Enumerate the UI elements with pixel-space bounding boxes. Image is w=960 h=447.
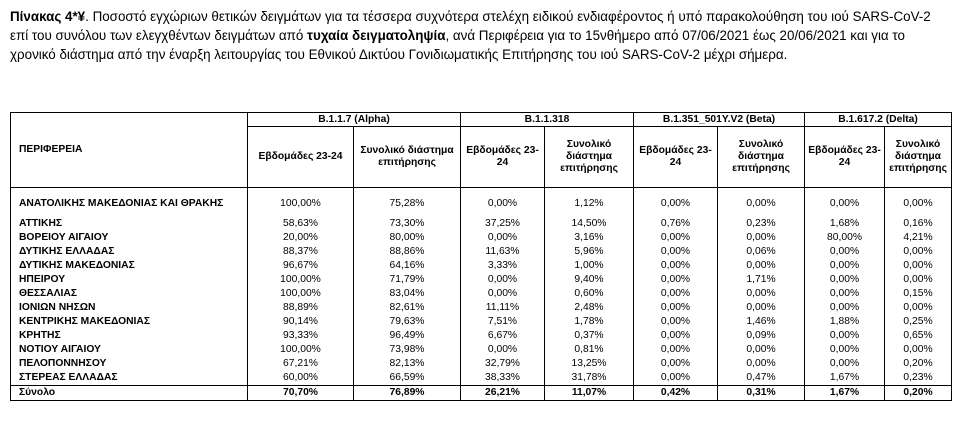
value-cell: 0,60% bbox=[545, 287, 634, 301]
value-cell: 0,00% bbox=[885, 273, 952, 287]
group-header-beta: B.1.351_501Y.V2 (Beta) bbox=[634, 113, 805, 127]
value-cell: 100,00% bbox=[248, 273, 354, 287]
value-cell: 0,00% bbox=[718, 301, 805, 315]
total-value-cell: 1,67% bbox=[805, 386, 885, 401]
value-cell: 1,68% bbox=[805, 217, 885, 231]
value-cell: 0,00% bbox=[461, 343, 545, 357]
value-cell: 82,61% bbox=[354, 301, 461, 315]
value-cell: 60,00% bbox=[248, 371, 354, 386]
value-cell: 58,63% bbox=[248, 217, 354, 231]
region-cell: ΙΟΝΙΩΝ ΝΗΣΩΝ bbox=[11, 301, 248, 315]
value-cell: 0,00% bbox=[634, 287, 718, 301]
value-cell: 0,00% bbox=[461, 287, 545, 301]
region-cell: ΝΟΤΙΟΥ ΑΙΓΑΙΟΥ bbox=[11, 343, 248, 357]
sub-header: Εβδομάδες 23-24 bbox=[248, 127, 354, 188]
table-row bbox=[11, 231, 952, 245]
sub-header: Συνολικό διάστημα επιτήρησης bbox=[718, 127, 805, 188]
group-header-alpha: B.1.1.7 (Alpha) bbox=[248, 113, 461, 127]
value-cell: 0,00% bbox=[634, 231, 718, 245]
value-cell: 0,00% bbox=[885, 301, 952, 315]
value-cell: 1,46% bbox=[718, 315, 805, 329]
value-cell: 0,20% bbox=[885, 357, 952, 371]
value-cell: 1,88% bbox=[805, 315, 885, 329]
value-cell: 3,33% bbox=[461, 259, 545, 273]
value-cell: 100,00% bbox=[248, 188, 354, 218]
value-cell: 0,76% bbox=[634, 217, 718, 231]
total-value-cell: 0,20% bbox=[885, 386, 952, 401]
region-cell: ΑΤΤΙΚΗΣ bbox=[11, 217, 248, 231]
total-label: Σύνολο bbox=[11, 386, 248, 401]
value-cell: 67,21% bbox=[248, 357, 354, 371]
value-cell: 14,50% bbox=[545, 217, 634, 231]
value-cell: 0,65% bbox=[885, 329, 952, 343]
value-cell: 0,00% bbox=[634, 315, 718, 329]
region-cell: ΗΠΕΙΡΟΥ bbox=[11, 273, 248, 287]
value-cell: 88,89% bbox=[248, 301, 354, 315]
table-row bbox=[11, 287, 952, 301]
value-cell: 0,15% bbox=[885, 287, 952, 301]
value-cell: 37,25% bbox=[461, 217, 545, 231]
group-header-delta: B.1.617.2 (Delta) bbox=[805, 113, 952, 127]
value-cell: 0,81% bbox=[545, 343, 634, 357]
value-cell: 88,37% bbox=[248, 245, 354, 259]
value-cell: 90,14% bbox=[248, 315, 354, 329]
value-cell: 0,00% bbox=[805, 259, 885, 273]
value-cell: 0,00% bbox=[718, 357, 805, 371]
value-cell: 82,13% bbox=[354, 357, 461, 371]
variants-table bbox=[10, 112, 952, 401]
sub-header: Συνολικό διάστημα επιτήρησης bbox=[885, 127, 952, 188]
value-cell: 0,09% bbox=[718, 329, 805, 343]
table-body bbox=[11, 188, 952, 386]
region-cell: ΚΡΗΤΗΣ bbox=[11, 329, 248, 343]
value-cell: 83,04% bbox=[354, 287, 461, 301]
group-header-b11318: B.1.1.318 bbox=[461, 113, 634, 127]
total-row bbox=[11, 386, 952, 401]
value-cell: 73,30% bbox=[354, 217, 461, 231]
value-cell: 7,51% bbox=[461, 315, 545, 329]
value-cell: 0,23% bbox=[885, 371, 952, 386]
value-cell: 2,48% bbox=[545, 301, 634, 315]
total-value-cell: 0,31% bbox=[718, 386, 805, 401]
region-cell: ΔΥΤΙΚΗΣ ΜΑΚΕΔΟΝΙΑΣ bbox=[11, 259, 248, 273]
table-row bbox=[11, 301, 952, 315]
table-row bbox=[11, 371, 952, 386]
region-cell: ΘΕΣΣΑΛΙΑΣ bbox=[11, 287, 248, 301]
total-value-cell: 11,07% bbox=[545, 386, 634, 401]
value-cell: 71,79% bbox=[354, 273, 461, 287]
value-cell: 0,00% bbox=[718, 259, 805, 273]
value-cell: 0,00% bbox=[885, 343, 952, 357]
value-cell: 0,00% bbox=[805, 287, 885, 301]
total-value-cell: 76,89% bbox=[354, 386, 461, 401]
value-cell: 80,00% bbox=[805, 231, 885, 245]
region-header: ΠΕΡΙΦΕΡΕΙΑ bbox=[11, 113, 248, 188]
value-cell: 9,40% bbox=[545, 273, 634, 287]
region-cell: ΑΝΑΤΟΛΙΚΗΣ ΜΑΚΕΔΟΝΙΑΣ ΚΑΙ ΘΡΑΚΗΣ bbox=[11, 188, 248, 218]
value-cell: 0,00% bbox=[461, 188, 545, 218]
value-cell: 13,25% bbox=[545, 357, 634, 371]
caption-label: Πίνακας 4*¥ bbox=[10, 9, 86, 24]
value-cell: 79,63% bbox=[354, 315, 461, 329]
value-cell: 0,47% bbox=[718, 371, 805, 386]
value-cell: 100,00% bbox=[248, 343, 354, 357]
value-cell: 73,98% bbox=[354, 343, 461, 357]
value-cell: 0,00% bbox=[634, 371, 718, 386]
value-cell: 0,00% bbox=[805, 273, 885, 287]
value-cell: 0,00% bbox=[634, 273, 718, 287]
region-cell: ΣΤΕΡΕΑΣ ΕΛΛΑΔΑΣ bbox=[11, 371, 248, 386]
value-cell: 1,00% bbox=[545, 259, 634, 273]
value-cell: 0,00% bbox=[885, 259, 952, 273]
sub-header: Συνολικό διάστημα επιτήρησης bbox=[545, 127, 634, 188]
sub-header: Εβδομάδες 23-24 bbox=[634, 127, 718, 188]
total-value-cell: 0,42% bbox=[634, 386, 718, 401]
value-cell: 0,06% bbox=[718, 245, 805, 259]
value-cell: 0,00% bbox=[634, 245, 718, 259]
value-cell: 100,00% bbox=[248, 287, 354, 301]
table-row bbox=[11, 273, 952, 287]
value-cell: 1,67% bbox=[805, 371, 885, 386]
value-cell: 1,78% bbox=[545, 315, 634, 329]
value-cell: 93,33% bbox=[248, 329, 354, 343]
value-cell: 0,00% bbox=[634, 259, 718, 273]
value-cell: 0,00% bbox=[718, 188, 805, 218]
value-cell: 0,00% bbox=[805, 301, 885, 315]
value-cell: 0,00% bbox=[718, 287, 805, 301]
total-value-cell: 26,21% bbox=[461, 386, 545, 401]
table-row bbox=[11, 188, 952, 218]
caption-emphasis: τυχαία δειγματοληψία bbox=[307, 28, 446, 43]
value-cell: 11,11% bbox=[461, 301, 545, 315]
caption-text-before: . Ποσοστό εγχώριων θετικών δειγμάτων για τα τέσσερα συχνότερα στελέχη ειδικού ενδιαφέροντος ή υπό παρακολούθηση του ιού SARS-CoV-2 επί του συνόλου των ελεγχθέντων δειγμάτων από bbox=[10, 9, 931, 43]
value-cell: 0,00% bbox=[718, 343, 805, 357]
value-cell: 5,96% bbox=[545, 245, 634, 259]
value-cell: 0,00% bbox=[805, 188, 885, 218]
region-cell: ΚΕΝΤΡΙΚΗΣ ΜΑΚΕΔΟΝΙΑΣ bbox=[11, 315, 248, 329]
value-cell: 4,21% bbox=[885, 231, 952, 245]
value-cell: 1,71% bbox=[718, 273, 805, 287]
table-row bbox=[11, 245, 952, 259]
value-cell: 66,59% bbox=[354, 371, 461, 386]
table-caption bbox=[10, 7, 952, 64]
value-cell: 3,16% bbox=[545, 231, 634, 245]
value-cell: 0,00% bbox=[634, 343, 718, 357]
value-cell: 0,00% bbox=[805, 245, 885, 259]
region-cell: ΠΕΛΟΠΟΝΝΗΣΟΥ bbox=[11, 357, 248, 371]
value-cell: 0,37% bbox=[545, 329, 634, 343]
value-cell: 75,28% bbox=[354, 188, 461, 218]
value-cell: 11,63% bbox=[461, 245, 545, 259]
value-cell: 0,23% bbox=[718, 217, 805, 231]
value-cell: 0,00% bbox=[885, 245, 952, 259]
table-row bbox=[11, 259, 952, 273]
table-row bbox=[11, 343, 952, 357]
value-cell: 88,86% bbox=[354, 245, 461, 259]
table-row bbox=[11, 329, 952, 343]
value-cell: 0,00% bbox=[634, 329, 718, 343]
value-cell: 96,49% bbox=[354, 329, 461, 343]
value-cell: 20,00% bbox=[248, 231, 354, 245]
value-cell: 80,00% bbox=[354, 231, 461, 245]
sub-header: Εβδομάδες 23-24 bbox=[461, 127, 545, 188]
caption-text-after: , ανά Περιφέρεια για το 15νθήμερο από 07/06/2021 έως 20/06/2021 και για το χρονικό διάστημα από την έναρξη λειτουργίας του Εθνικού Δικτύου Γονιδιωματικής Επιτήρησης του ιού SARS-CoV-2 μέχρι σήμερα. bbox=[10, 28, 905, 62]
value-cell: 64,16% bbox=[354, 259, 461, 273]
value-cell: 0,00% bbox=[805, 357, 885, 371]
value-cell: 0,00% bbox=[805, 329, 885, 343]
value-cell: 6,67% bbox=[461, 329, 545, 343]
value-cell: 0,00% bbox=[885, 188, 952, 218]
table-row bbox=[11, 315, 952, 329]
value-cell: 0,00% bbox=[805, 343, 885, 357]
value-cell: 0,00% bbox=[718, 231, 805, 245]
value-cell: 96,67% bbox=[248, 259, 354, 273]
value-cell: 0,16% bbox=[885, 217, 952, 231]
value-cell: 32,79% bbox=[461, 357, 545, 371]
value-cell: 38,33% bbox=[461, 371, 545, 386]
table-row bbox=[11, 357, 952, 371]
value-cell: 0,00% bbox=[461, 231, 545, 245]
value-cell: 0,00% bbox=[634, 357, 718, 371]
region-cell: ΒΟΡΕΙΟΥ ΑΙΓΑΙΟΥ bbox=[11, 231, 248, 245]
value-cell: 0,25% bbox=[885, 315, 952, 329]
value-cell: 0,00% bbox=[461, 273, 545, 287]
sub-header: Εβδομάδες 23-24 bbox=[805, 127, 885, 188]
region-cell: ΔΥΤΙΚΗΣ ΕΛΛΑΔΑΣ bbox=[11, 245, 248, 259]
value-cell: 0,00% bbox=[634, 188, 718, 218]
table-row bbox=[11, 217, 952, 231]
value-cell: 31,78% bbox=[545, 371, 634, 386]
sub-header: Συνολικό διάστημα επιτήρησης bbox=[354, 127, 461, 188]
total-value-cell: 70,70% bbox=[248, 386, 354, 401]
value-cell: 1,12% bbox=[545, 188, 634, 218]
value-cell: 0,00% bbox=[634, 301, 718, 315]
